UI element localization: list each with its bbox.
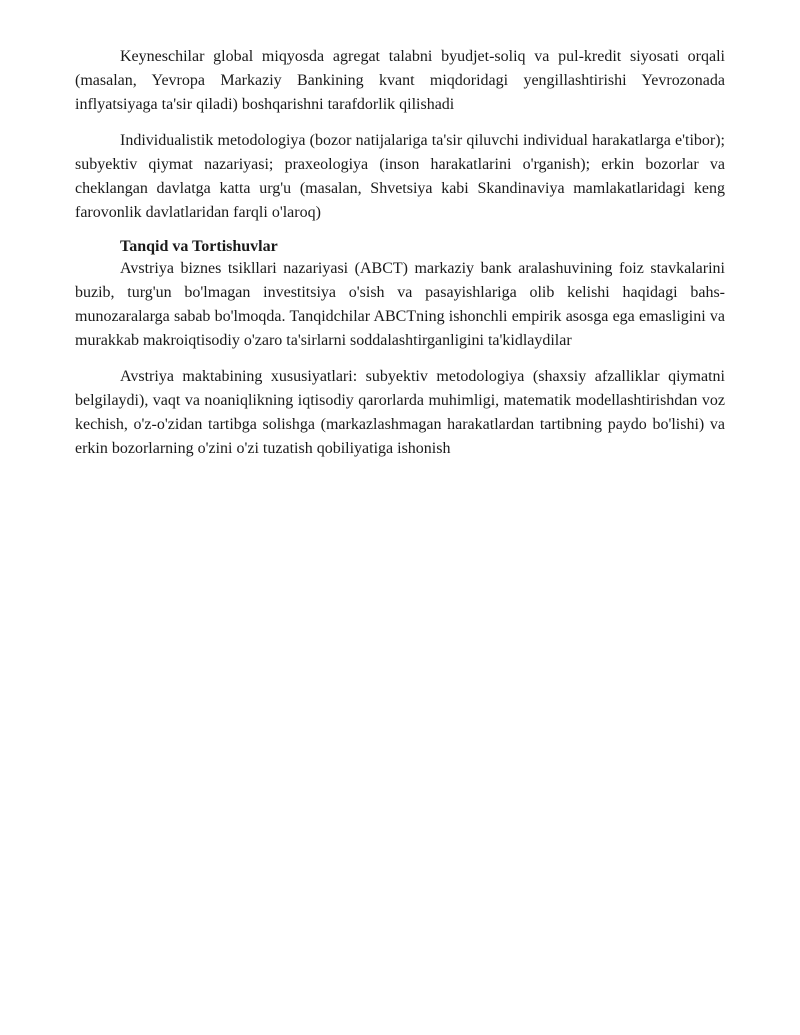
- section-heading: Tanqid va Tortishuvlar: [120, 238, 278, 255]
- paragraph-abct-criticism: Avstriya biznes tsikllari nazariyasi (ABCT) markaziy bank aralashuvining foiz stavkalarini buzib, turg'un bo'lmagan investitsiya o'sish va pasayishlariga olib kelishi haqidagi bahs-munozaralarga sabab bo'lmoqda. Tanqidchilar ABCTning ishonchli empirik asosga ega emasligini va murakkab makroiqtisodiy o'zaro ta'sirlarni soddalashtirganligini ta'kidlaydilar: [75, 260, 725, 349]
- document-body: [75, 45, 725, 473]
- paragraph-keynesians: Keyneschilar global miqyosda agregat talabni byudjet-soliq va pul-kredit siyosati orqali (masalan, Yevropa Markaziy Bankining kvant miqdoridagi yengillashtirishi Yevrozonada inflyatsiyaga ta'sir qiladi) boshqarishni tarafdorlik qilishadi: [75, 48, 725, 113]
- paragraph-austrian-school-features: Avstriya maktabining xususiyatlari: subyektiv metodologiya (shaxsiy afzalliklar qiymatni belgilaydi), vaqt va noaniqlikning iqtisodiy qarorlarda muhimligi, matematik modellashtirishdan voz kechish, o'z-o'zidan tartibga solishga (markazlashmagan harakatlardan tartibning paydo bo'lishi) va erkin bozorlarning o'zini o'zi tuzatish qobiliyatiga ishonish: [75, 368, 725, 457]
- paragraph-individualistic-methodology: Individualistik metodologiya (bozor natijalariga ta'sir qiluvchi individual harakatlarga e'tibor); subyektiv qiymat nazariyasi; praxeologiya (inson harakatlarini o'rganish); erkin bozorlar va cheklangan davlatga katta urg'u (masalan, Shvetsiya kabi Skandinaviya mamlakatlaridagi keng farovonlik davlatlaridan farqli o'laroq): [75, 132, 725, 221]
